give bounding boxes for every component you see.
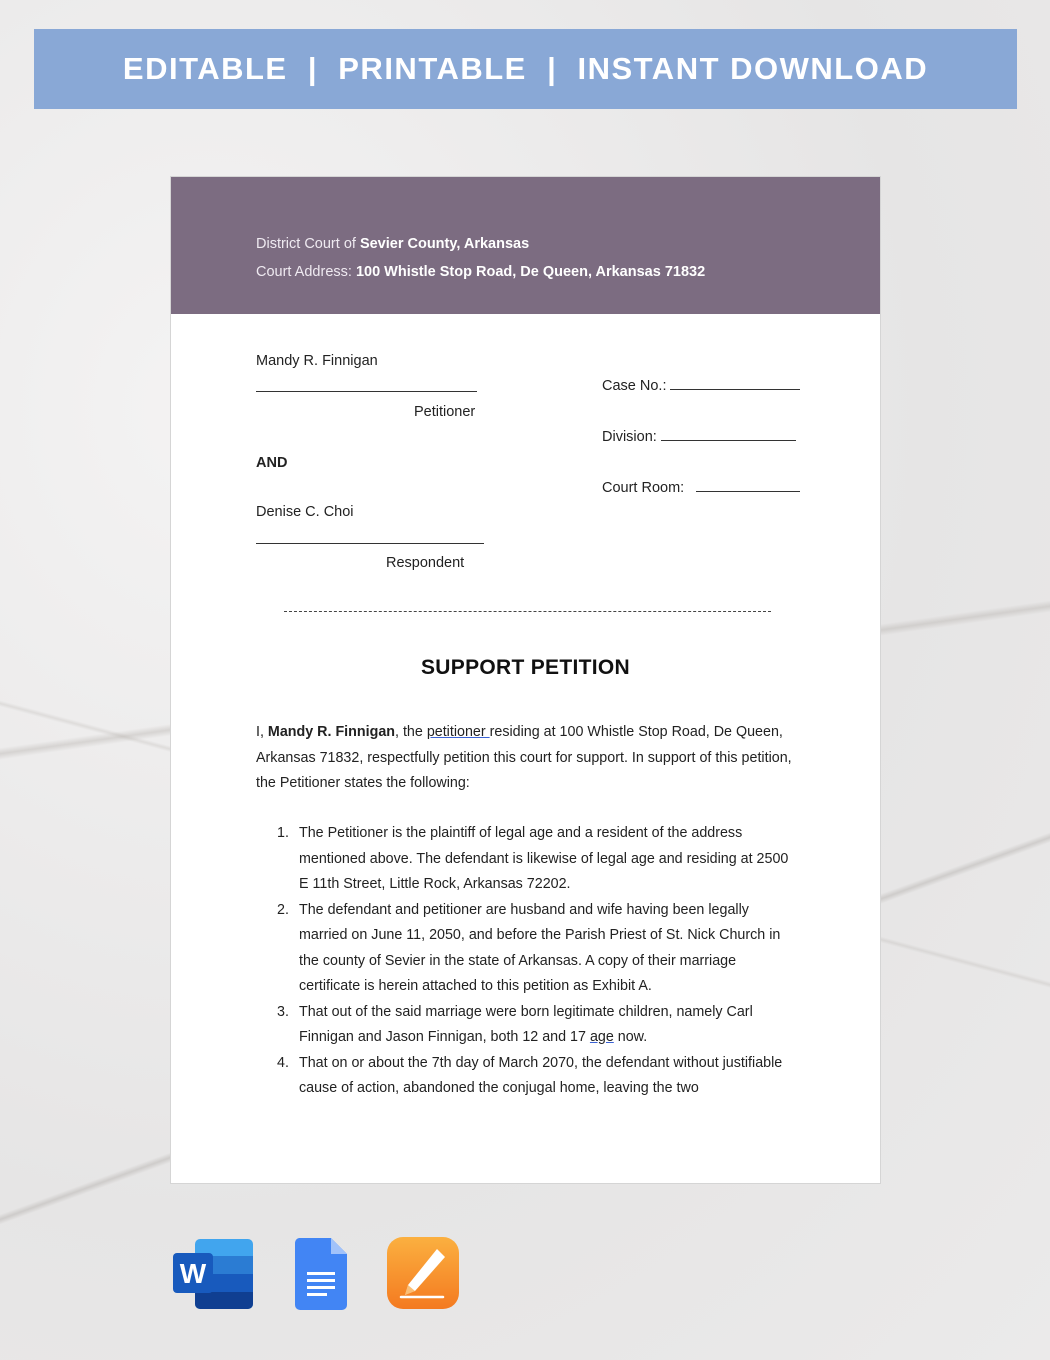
list-item: 1. The Petitioner is the plaintiff of legal age and a resident of the address mentioned above. The defendant is likewise of legal age and residing at 2500 E 11th Street, Little Rock, Arkansas 72202. [277,825,789,892]
banner-separator: | [307,51,319,86]
petitioner-label: Petitioner [414,404,476,420]
apple-pages-icon[interactable] [387,1237,459,1309]
document-preview [170,176,881,1184]
list-item: 4. That on or about the 7th day of March 2070, the defendant without justifiable cause of action, abandoned the conjugal home, leaving the two [277,1054,783,1096]
case-no-field: Case No.: [602,378,800,394]
respondent-signature-line [256,543,484,544]
microsoft-word-icon[interactable] [173,1239,255,1309]
banner-printable: PRINTABLE [338,51,527,86]
court-address-line: Court Address: 100 Whistle Stop Road, De Queen, Arkansas 71832 [256,264,706,280]
banner-editable: EDITABLE [122,51,288,86]
section-divider [284,611,771,612]
top-banner [34,29,1017,109]
google-docs-icon[interactable] [295,1238,347,1310]
document-header [171,177,880,314]
court-line: District Court of Sevier County, Arkansas [256,236,530,252]
statements-list [256,821,801,1102]
svg-text:W: W [179,1258,207,1289]
intro-paragraph: I, Mandy R. Finnigan, the petitioner residing at 100 Whistle Stop Road, De Queen, Arkansas 71832, respectfully petition this court for support. In support of this petition, the Petitioner states the following: [256,724,792,791]
list-item: 2. The defendant and petitioner are husband and wife having been legally married on June 11, 2050, and before the Parish Priest of St. Nick Church in the county of Sevier in the state of Arkansas. A copy of their marriage certificate is herein attached to this petition as Exhibit A. [277,901,781,994]
petitioner-signature-line [256,391,477,392]
document-title: SUPPORT PETITION [421,656,630,679]
court-room-field: Court Room: [602,480,800,496]
banner-separator: | [547,51,558,86]
petitioner-name: Mandy R. Finnigan [256,353,378,369]
division-field: Division: [602,429,796,445]
list-item: 3. That out of the said marriage were born legitimate children, namely Carl Finnigan and Jason Finnigan, both 12 and 17 age now. [277,1003,753,1045]
banner-instant-download: INSTANT DOWNLOAD [577,51,929,86]
respondent-name: Denise C. Choi [256,504,354,520]
app-icons-row [173,1236,473,1312]
and-label: AND [256,455,288,471]
respondent-label: Respondent [386,555,465,571]
